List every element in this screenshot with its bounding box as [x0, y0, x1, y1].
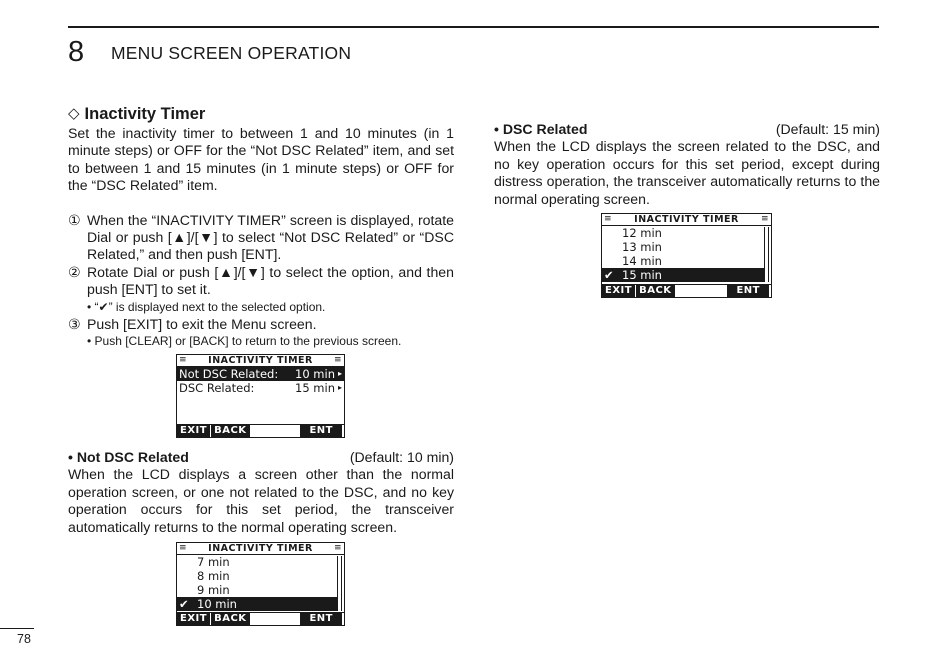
check-icon: ✔	[604, 268, 614, 282]
step-text: When the “INACTIVITY TIMER” screen is displayed, rotate Dial or push [▲]/[▼] to select “Not DSC Related” or “DSC Related,” and then push [ENT].	[87, 211, 454, 263]
arrow-right-icon: ▸	[337, 383, 342, 392]
lcd-header-title: INACTIVITY TIMER	[208, 543, 313, 554]
menu-icon: ≡	[604, 214, 613, 224]
lcd-softkeys	[602, 284, 771, 297]
lcd-inactivity-main	[176, 354, 345, 438]
lcd-header	[177, 355, 344, 367]
menu-icon: ≡	[179, 543, 188, 553]
exit-key: EXIT	[177, 613, 210, 625]
lcd-item-label: 10 min	[197, 597, 237, 611]
chapter-number: 8	[68, 36, 85, 68]
lcd-item-label: 7 min	[197, 555, 230, 569]
arrow-right-icon: ▸	[337, 369, 342, 378]
lcd-row-not-dsc	[177, 367, 344, 381]
lcd-dsc-list	[601, 213, 772, 298]
lcd-not-dsc-list	[176, 542, 345, 626]
lcd-row-value: 15 min	[295, 381, 335, 395]
not-dsc-heading	[68, 449, 454, 466]
left-column	[68, 104, 454, 350]
not-dsc-text: When the LCD displays a screen other than the normal operation screen, or one not related to the DSC, and no key operation occurs for this set period, the transceiver automatically returns to the normal operating screen.	[68, 466, 454, 535]
lcd-item-label: 13 min	[622, 240, 662, 254]
lcd-item-label: 9 min	[197, 583, 230, 597]
not-dsc-default: (Default: 10 min)	[349, 449, 454, 465]
step-note: • “✔” is displayed next to the selected option.	[87, 299, 326, 314]
lcd-list-item	[602, 254, 771, 268]
step-3	[68, 316, 454, 333]
dsc-block	[494, 121, 880, 208]
step-number: ①	[68, 211, 81, 228]
not-dsc-title: • Not DSC Related	[68, 449, 189, 465]
lcd-scrollbar	[337, 556, 342, 611]
dsc-default: (Default: 15 min)	[775, 121, 880, 137]
ent-key: ENT	[300, 425, 342, 437]
check-icon: ✔	[179, 597, 189, 611]
chapter-title: MENU SCREEN OPERATION	[111, 43, 352, 63]
lcd-softkeys	[177, 612, 344, 625]
ent-key: ENT	[300, 613, 342, 625]
step-text: Rotate Dial or push [▲]/[▼] to select the option, and then push [ENT] to set it.	[87, 263, 454, 298]
lcd-header	[177, 543, 344, 555]
diamond-icon: ◇	[68, 105, 80, 122]
lcd-row-label: Not DSC Related:	[179, 367, 279, 381]
back-key: BACK	[211, 613, 249, 625]
section-title	[68, 104, 454, 124]
back-key: BACK	[211, 425, 249, 437]
step-number: ③	[68, 315, 81, 332]
lcd-item-label: 8 min	[197, 569, 230, 583]
lcd-list-item	[602, 226, 771, 240]
lcd-softkeys	[177, 424, 344, 437]
step-2	[68, 264, 454, 299]
lcd-list-item	[177, 569, 344, 583]
back-key: BACK	[636, 285, 674, 297]
lcd-list-item	[177, 583, 344, 597]
menu-icon: ≡	[760, 214, 769, 224]
dsc-text: When the LCD displays the screen related to the DSC, and no key operation occurs for this set period, except during distress operation, the transceiver automatically returns to the normal operating screen.	[494, 138, 880, 207]
lcd-row-value: 10 min	[295, 367, 335, 381]
section-intro: Set the inactivity timer to between 1 and 10 minutes (in 1 minute steps) or OFF for the “Not DSC Related” item, and set to between 1 and 15 minutes (in 1 minute steps) or OFF for the “DSC Related” item.	[68, 125, 454, 194]
lcd-item-label: 12 min	[622, 226, 662, 240]
page-number: 78	[17, 632, 31, 646]
lcd-item-label: 15 min	[622, 268, 662, 282]
ent-key: ENT	[727, 285, 769, 297]
step-note: • Push [CLEAR] or [BACK] to return to the previous screen.	[87, 334, 402, 349]
lcd-header	[602, 214, 771, 226]
footer-rule	[0, 628, 34, 629]
menu-icon: ≡	[333, 355, 342, 365]
step-number: ②	[68, 263, 81, 280]
section-title-text: Inactivity Timer	[84, 105, 206, 123]
step-text: Push [EXIT] to exit the Menu screen.	[87, 315, 317, 332]
lcd-row-label: DSC Related:	[179, 381, 255, 395]
lcd-header-title: INACTIVITY TIMER	[208, 355, 313, 366]
menu-icon: ≡	[179, 355, 188, 365]
dsc-title: • DSC Related	[494, 121, 588, 137]
lcd-header-title: INACTIVITY TIMER	[634, 214, 739, 225]
lcd-list-item	[602, 240, 771, 254]
lcd-list-item-selected	[177, 597, 337, 611]
lcd-list-item	[177, 555, 344, 569]
lcd-row-dsc	[177, 381, 344, 395]
lcd-list-item-selected	[602, 268, 764, 282]
lcd-scrollbar	[764, 227, 769, 282]
exit-key: EXIT	[602, 285, 635, 297]
header-rule	[68, 26, 879, 28]
step-1	[68, 212, 454, 264]
lcd-item-label: 14 min	[622, 254, 662, 268]
menu-icon: ≡	[333, 543, 342, 553]
not-dsc-block	[68, 449, 454, 536]
exit-key: EXIT	[177, 425, 210, 437]
dsc-heading	[494, 121, 880, 138]
